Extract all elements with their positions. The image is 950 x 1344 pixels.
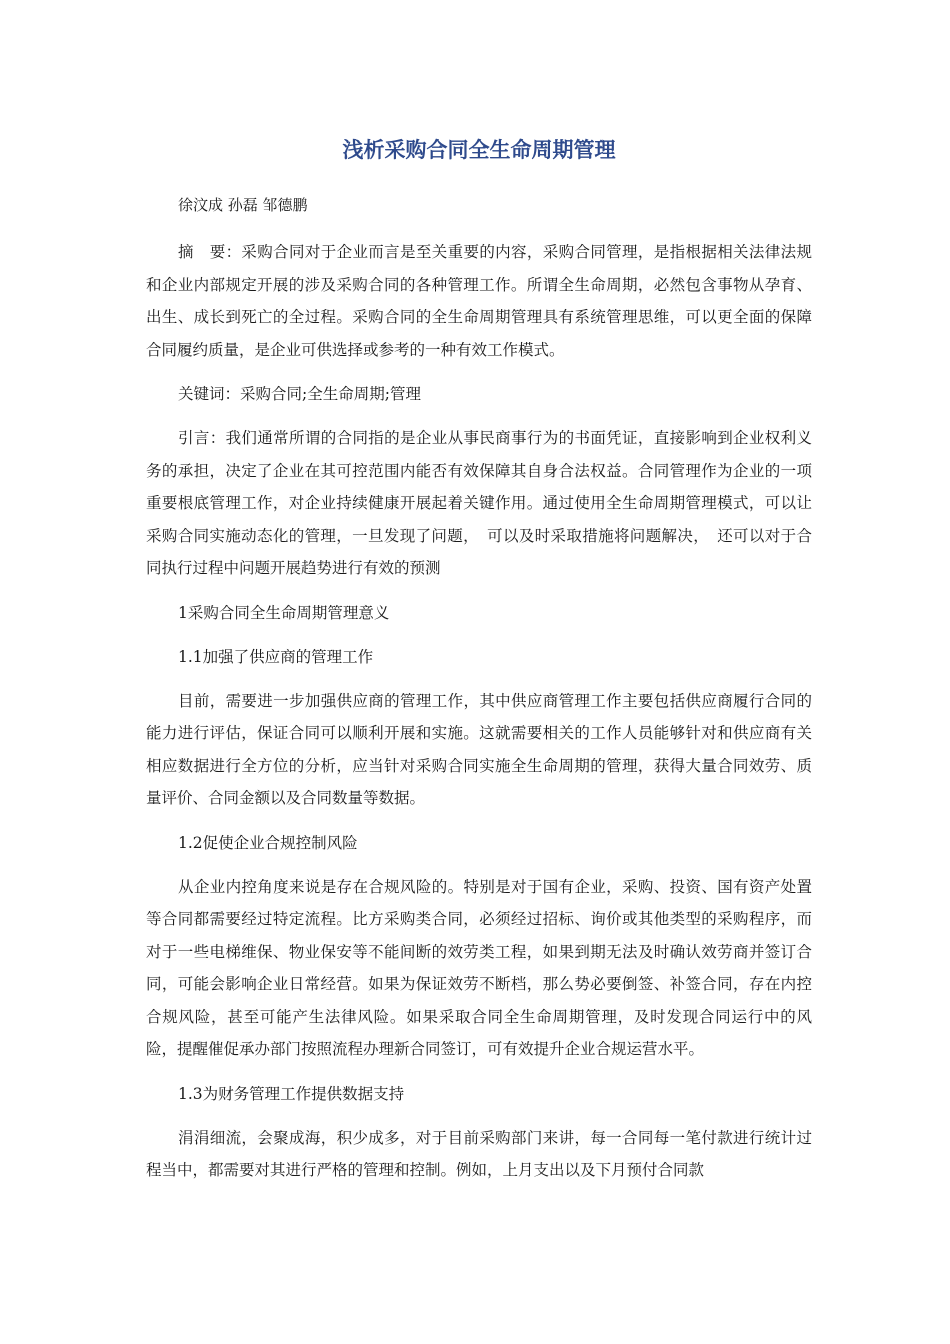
section-1-1-heading: 1.1加强了供应商的管理工作 <box>178 647 374 666</box>
section-1-1-body: 目前，需要进一步加强供应商的管理工作，其中供应商管理工作主要包括供应商履行合同的能力进行评估，保证合同可以顺利开展和实施。这就需要相关的工作人员能够针对和供应商有关相应数据进行全方位的分析，应当针对采购合同实施全生命周期的管理，获得大量合同效劳、质量评价、合同金额以及合同数量等数据。 <box>146 691 812 807</box>
author-list: 徐汶成 孙磊 邹德鹏 <box>178 196 308 214</box>
abstract-paragraph: 摘 要：采购合同对于企业而言是至关重要的内容，采购合同管理，是指根据相关法律法规和企业内部规定开展的涉及采购合同的各种管理工作。所谓全生命周期，必然包含事物从孕育、出生、成长到死亡的全过程。采购合同的全生命周期管理具有系统管理思维，可以更全面的保障合同履约质量，是企业可供选择或参考的一种有效工作模式。 <box>146 243 812 359</box>
section-1-3-heading: 1.3为财务管理工作提供数据支持 <box>178 1084 405 1103</box>
section-1-heading: 1采购合同全生命周期管理意义 <box>178 603 390 622</box>
keywords-line: 关键词：采购合同;全生命周期;管理 <box>178 385 421 403</box>
section-1-2-heading: 1.2促使企业合规控制风险 <box>178 833 358 852</box>
section-1-3-body: 涓涓细流，会聚成海，积少成多，对于目前采购部门来讲，每一合同每一笔付款进行统计过程当中，都需要对其进行严格的管理和控制。例如，上月支出以及下月预付合同款 <box>146 1128 812 1179</box>
intro-paragraph: 引言：我们通常所谓的合同指的是企业从事民商事行为的书面凭证，直接影响到企业权利义务的承担，决定了企业在其可控范围内能否有效保障其自身合法权益。合同管理作为企业的一项重要根底管理工作，对企业持续健康开展起着关键作用。通过使用全生命周期管理模式，可以让采购合同实施动态化的管理，一旦发现了问题， 可以及时采取措施将问题解决， 还可以对于合同执行过程中问题开展趋势进行有效的预测 <box>146 429 812 577</box>
article-title: 浅析采购合同全生命周期管理 <box>342 138 616 162</box>
section-1-2-body: 从企业内控角度来说是存在合规风险的。特别是对于国有企业，采购、投资、国有资产处置等合同都需要经过特定流程。比方采购类合同，必须经过招标、询价或其他类型的采购程序，而对于一些电梯维保、物业保安等不能间断的效劳类工程，如果到期无法及时确认效劳商并签订合同，可能会影响企业日常经营。如果为保证效劳不断档，那么势必要倒签、补签合同，存在内控合规风险，甚至可能产生法律风险。如果采取合同全生命周期管理，及时发现合同运行中的风险，提醒催促承办部门按照流程办理新合同签订，可有效提升企业合规运营水平。 <box>146 877 812 1058</box>
document-page <box>146 130 812 1199</box>
